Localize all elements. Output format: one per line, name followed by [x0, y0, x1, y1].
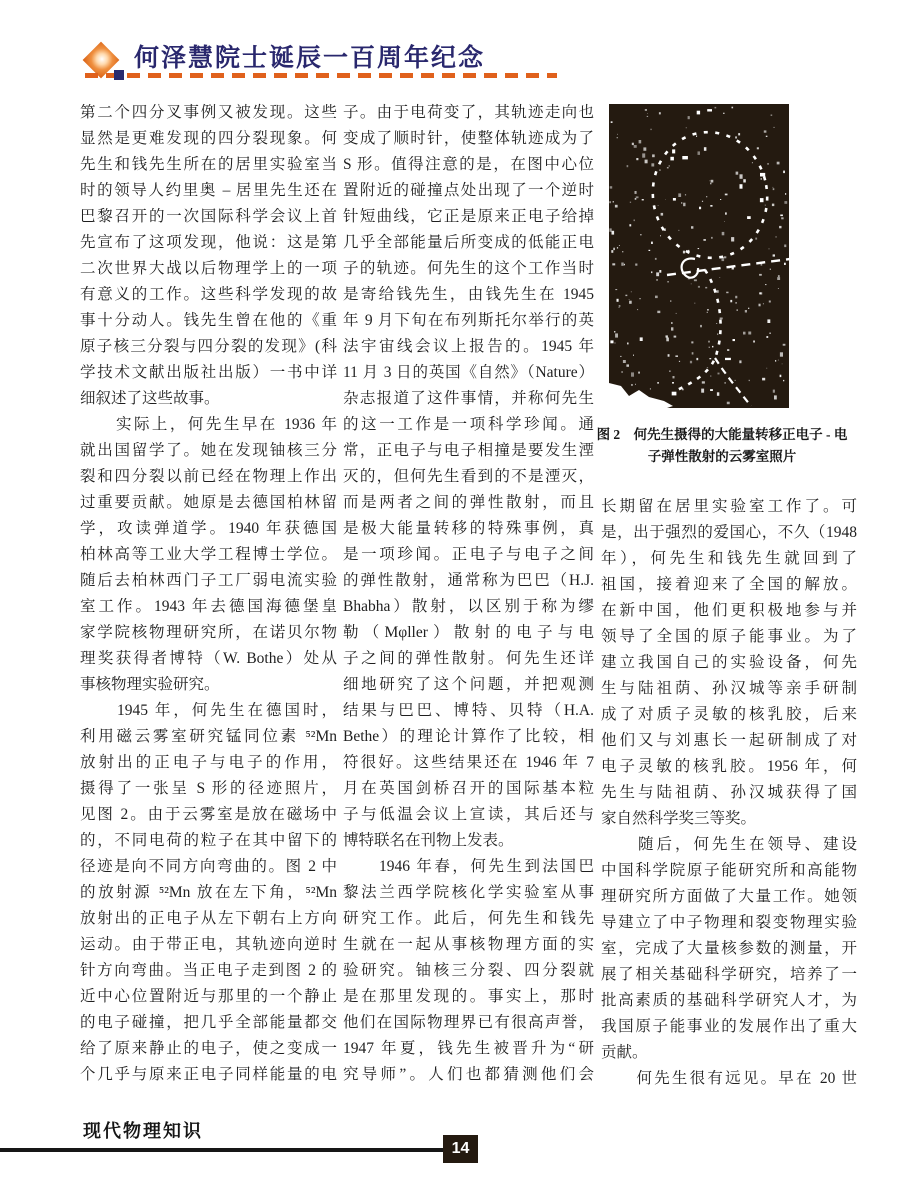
text-line: 建立我国自己的实验设备，何先 [601, 654, 857, 671]
text-line: 长期留在居里实验室工作了。可 [601, 498, 857, 515]
text-line: 结果与巴巴、博特、贝特（H.A. [343, 702, 594, 719]
text-line: 月在英国剑桥召开的国际基本粒 [343, 780, 594, 797]
text-line: 实际上，何先生早在 1936 年 [80, 416, 337, 433]
navy-square-icon [114, 70, 124, 80]
text-line: 批高素质的基础科学研究人才，为 [601, 992, 857, 1009]
text-line: 理研究所方面做了大量工作。她领 [601, 888, 857, 905]
text-line: 理奖获得者博特（W. Bothe）处从 [80, 650, 337, 667]
text-line: 是在那里发现的。事实上，那时 [343, 988, 594, 1005]
figure-caption [595, 424, 849, 468]
text-line: 验研究。铀核三分裂、四分裂就 [343, 962, 594, 979]
text-line: 而是两者之间的弹性散射，而且 [343, 494, 594, 511]
text-line: 的，不同电荷的粒子在其中留下的 [80, 832, 337, 849]
text-line: 法宇宙线会议上报告的。1945 年 [343, 338, 594, 355]
text-line: 子的轨迹。何先生的这个工作当时 [343, 260, 594, 277]
text-line: 1946 年春，何先生到法国巴 [343, 858, 594, 875]
text-line: 针短曲线，它正是原来正电子给掉 [343, 208, 594, 225]
figure-caption-line2: 子弹性散射的云雾室照片 [647, 449, 797, 464]
text-line: 1945 年，何先生在德国时， [80, 702, 337, 719]
text-line: 我国原子能事业的发展作出了重大 [601, 1018, 857, 1035]
text-line: 事核物理实验研究。 [80, 676, 220, 693]
text-line: 裂和四分裂以前已经在物理上作出 [80, 468, 337, 485]
text-line: 有意义的工作。这些科学发现的故 [80, 286, 337, 303]
text-line: 成了对质子灵敏的核乳胶，后来 [601, 706, 857, 723]
text-line: 个几乎与原来正电子同样能量的电 [80, 1066, 337, 1083]
text-line: 究导师”。人们也都猜测他们会 [343, 1066, 594, 1083]
text-line: 他们又与刘惠长一起研制成了对 [601, 732, 857, 749]
text-column-2 [343, 100, 594, 1088]
text-line: 11 月 3 日的英国《自然》（Nature） [343, 364, 594, 381]
text-line: 灭的，但何先生看到的不是湮灭， [343, 468, 594, 485]
text-line: 电子灵敏的核乳胶。1956 年，何 [601, 758, 857, 775]
text-column-1 [80, 100, 337, 1088]
text-line: 的弹性散射，通常称为巴巴（H.J. [343, 572, 594, 589]
text-line: 博特联名在刊物上发表。 [343, 832, 514, 849]
text-line: 生就在一起从事核物理方面的实 [343, 936, 594, 953]
cloud-chamber-photo [609, 104, 789, 408]
text-line: 1947 年夏，钱先生被晋升为“研 [343, 1040, 594, 1057]
text-line: 第二个四分叉事例又被发现。这些 [80, 104, 337, 121]
text-line: 领导了全国的原子能事业。为了 [601, 628, 857, 645]
text-line: 就出国留学了。她在发现铀核三分 [80, 442, 337, 459]
text-line: 生与陆祖荫、孙汉城等亲手研制 [601, 680, 857, 697]
text-line: 见图 2。由于云雾室是放在磁场中 [80, 806, 337, 823]
text-line: 年 9 月下旬在布列斯托尔举行的英 [343, 312, 594, 329]
text-line: 针方向弯曲。当正电子走到图 2 的 [80, 962, 337, 979]
text-line: S 形。值得注意的是，在图中心位 [343, 156, 594, 173]
text-line: 黎法兰西学院核化学实验室从事 [343, 884, 594, 901]
text-line: 随后，何先生在领导、建设 [601, 836, 857, 853]
text-line: 先生与陆祖荫、孙汉城获得了国 [601, 784, 857, 801]
text-line: 事十分动人。钱先生曾在他的《重 [80, 312, 337, 329]
text-line: 巴黎召开的一次国际科学会议上首 [80, 208, 337, 225]
text-line: 是寄给钱先生，由钱先生在 1945 [343, 286, 594, 303]
text-line: 年），何先生和钱先生就回到了 [601, 550, 857, 567]
text-line: 符很好。这些结果还在 1946 年 7 [343, 754, 594, 771]
text-line: 室，完成了大量核参数的测量，开 [601, 940, 857, 957]
text-line: 径迹是向不同方向弯曲的。图 2 中 [80, 858, 337, 875]
text-line: 运动。由于带正电，其轨迹向逆时 [80, 936, 337, 953]
page-number: 14 [443, 1135, 478, 1163]
text-line: 近中心位置附近与那里的一个静止 [80, 988, 337, 1005]
journal-name: 现代物理知识 [83, 1121, 203, 1141]
text-line: 中国科学院原子能研究所和高能物 [601, 862, 857, 879]
text-line: 研究工作。此后，何先生和钱先 [343, 910, 594, 927]
text-line: 子之间的弹性散射。何先生还详 [343, 650, 594, 667]
text-line: 是一项珍闻。正电子与电子之间 [343, 546, 594, 563]
text-line: 显然是更难发现的四分裂现象。何 [80, 130, 337, 147]
text-line: 二次世界大战以后物理学上的一项 [80, 260, 337, 277]
text-line: 杂志报道了这件事情，并称何先生 [343, 390, 594, 407]
text-line: 几乎全部能量后所变成的低能正电 [343, 234, 594, 251]
text-line: 家自然科学奖三等奖。 [601, 810, 757, 827]
text-line: 柏林高等工业大学工程博士学位。 [80, 546, 337, 563]
text-line: 贡献。 [601, 1044, 648, 1061]
text-line: Bethe）的理论计算作了比较，相 [343, 728, 594, 745]
text-line: 变成了顺时针，使整体轨迹成为了 [343, 130, 594, 147]
text-line: 过重要贡献。她原是去德国柏林留 [80, 494, 337, 511]
figure-2 [609, 104, 789, 408]
text-line: 置附近的碰撞点处出现了一个逆时 [343, 182, 594, 199]
text-line: 先宣布了这项发现，他说：这是第 [80, 234, 337, 251]
text-line: 时的领导人约里奥 – 居里先生还在 [80, 182, 337, 199]
text-line: 室工作。1943 年去德国海德堡皇 [80, 598, 337, 615]
text-line: 祖国，接着迎来了全国的解放。 [601, 576, 857, 593]
text-line: 是极大能量转移的特殊事例，真 [343, 520, 594, 537]
text-line: 放射出的正电子与电子的作用， [80, 754, 337, 771]
text-line: 细地研究了这个问题，并把观测 [343, 676, 594, 693]
text-line: 展了相关基础科学研究，培养了一 [601, 966, 857, 983]
text-line: 随后去柏林西门子工厂弱电流实验 [80, 572, 337, 589]
text-line: 细叙述了这些故事。 [80, 390, 220, 407]
text-line: 何先生很有远见。早在 20 世 [601, 1070, 857, 1087]
text-line: 原子核三分裂与四分裂的发现》(科 [80, 338, 337, 355]
text-line: 的放射源 ⁵²Mn 放在左下角，⁵²Mn [80, 884, 337, 901]
text-line: 是，出于强烈的爱国心，不久（1948 [601, 524, 857, 541]
text-line: 的这一工作是一项科学珍闻。通 [343, 416, 594, 433]
figure-caption-line1: 图 2 何先生摄得的大能量转移正电子 - 电 [596, 427, 848, 442]
footer-rule [0, 1148, 444, 1152]
text-line: 的电子碰撞，把几乎全部能量都交 [80, 1014, 337, 1031]
text-line: 利用磁云雾室研究锰同位素 ⁵²Mn [80, 728, 337, 745]
text-line: 勒（Mφller）散射的电子与电 [343, 624, 594, 641]
text-line: 先生和钱先生所在的居里实验室当 [80, 156, 337, 173]
text-line: 放射出的正电子从左下朝右上方向 [80, 910, 337, 927]
text-line: 学，攻读弹道学。1940 年获德国 [80, 520, 337, 537]
text-line: 摄得了一张呈 S 形的径迹照片， [80, 780, 337, 797]
text-line: 家学院核物理研究所，在诺贝尔物 [80, 624, 337, 641]
text-line: 在新中国，他们更积极地参与并 [601, 602, 857, 619]
page-title: 何泽慧院士诞辰一百周年纪念 [134, 44, 486, 72]
text-line: 学技术文献出版社出版）一书中详 [80, 364, 337, 381]
text-line: 他们在国际物理界已有很高声誉， [343, 1014, 594, 1031]
text-line: 子。由于电荷变了，其轨迹走向也 [343, 104, 594, 121]
text-line: 给了原来静止的电子，使之变成一 [80, 1040, 337, 1057]
text-line: 导建立了中子物理和裂变物理实验 [601, 914, 857, 931]
text-line: Bhabha）散射，以区别于称为缪 [343, 598, 594, 615]
text-line: 子与低温会议上宣读，其后还与 [343, 806, 594, 823]
text-column-3 [601, 494, 857, 1092]
text-line: 常，正电子与电子相撞是要发生湮 [343, 442, 594, 459]
